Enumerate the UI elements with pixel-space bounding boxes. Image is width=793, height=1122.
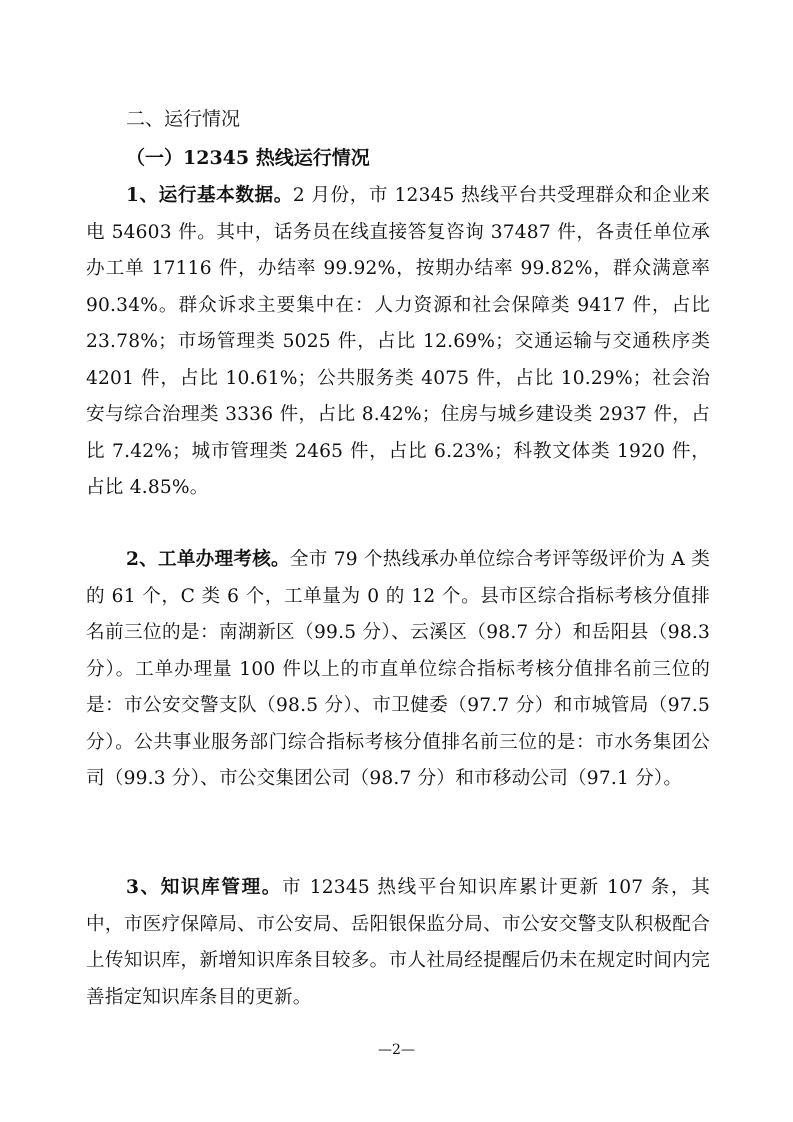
paragraph-body: 市 12345 热线平台知识库累计更新 107 条，其中，市医疗保障局、市公安局、岳阳银保监分局、市公安交警支队积极配合上传知识库，新增知识库条目较多。市人社局经提醒后仍未在规定时间内完善指定知识库条目的更新。 (86, 877, 710, 1008)
paragraph-knowledge-base (86, 870, 710, 1016)
paragraph-body: 全市 79 个热线承办单位综合考评等级评价为 A 类的 61 个，C 类 6 个，工单量为 0 的 12 个。县市区综合指标考核分值排名前三位的是：南湖新区（99.5 分）、云溪区（98.7 分）和岳阳县（98.3 分）。工单办理量 100 件以上的市直单位综合指标考核分值排名前三位的是：市公安交警支队（98.5 分）、市卫健委（97.7 分）和市城管局（97.5 分）。公共事业服务部门综合指标考核分值排名前三位的是：市水务集团公司（99.3 分）、市公交集团公司（98.7 分）和市移动公司（97.1 分）。 (86, 549, 710, 789)
paragraph-lead: 1、运行基本数据。 (126, 185, 293, 206)
paragraph-basic-data (86, 178, 710, 507)
page-number: —2— (378, 1042, 415, 1058)
paragraph-work-order-assessment (86, 542, 710, 798)
paragraph-lead: 3、知识库管理。 (126, 877, 282, 898)
paragraph-body: 2 月份，市 12345 热线平台共受理群众和企业来电 54603 件。其中，话务员在线直接答复咨询 37487 件，各责任单位承办工单 17116 件，办结率 99.92%，按期办结率 99.82%，群众满意率 90.34%。群众诉求主要集中在：人力资源和社会保障类 9417 件，占比 23.78%；市场管理类 5025 件，占比 12.69%；交通运输与交通秩序类 4201 件，占比 10.61%；公共服务类 4075 件，占比 10.29%；社会治安与综合治理类 3336 件，占比 8.42%；住房与城乡建设类 2937 件，占比 7.42%；城市管理类 2465 件，占比 6.23%；科教文体类 1920 件，占比 4.85%。 (86, 185, 710, 498)
section-heading: 二、运行情况 (126, 108, 241, 130)
paragraph-lead: 2、工单办理考核。 (126, 549, 290, 570)
subsection-heading: （一）12345 热线运行情况 (126, 147, 370, 169)
